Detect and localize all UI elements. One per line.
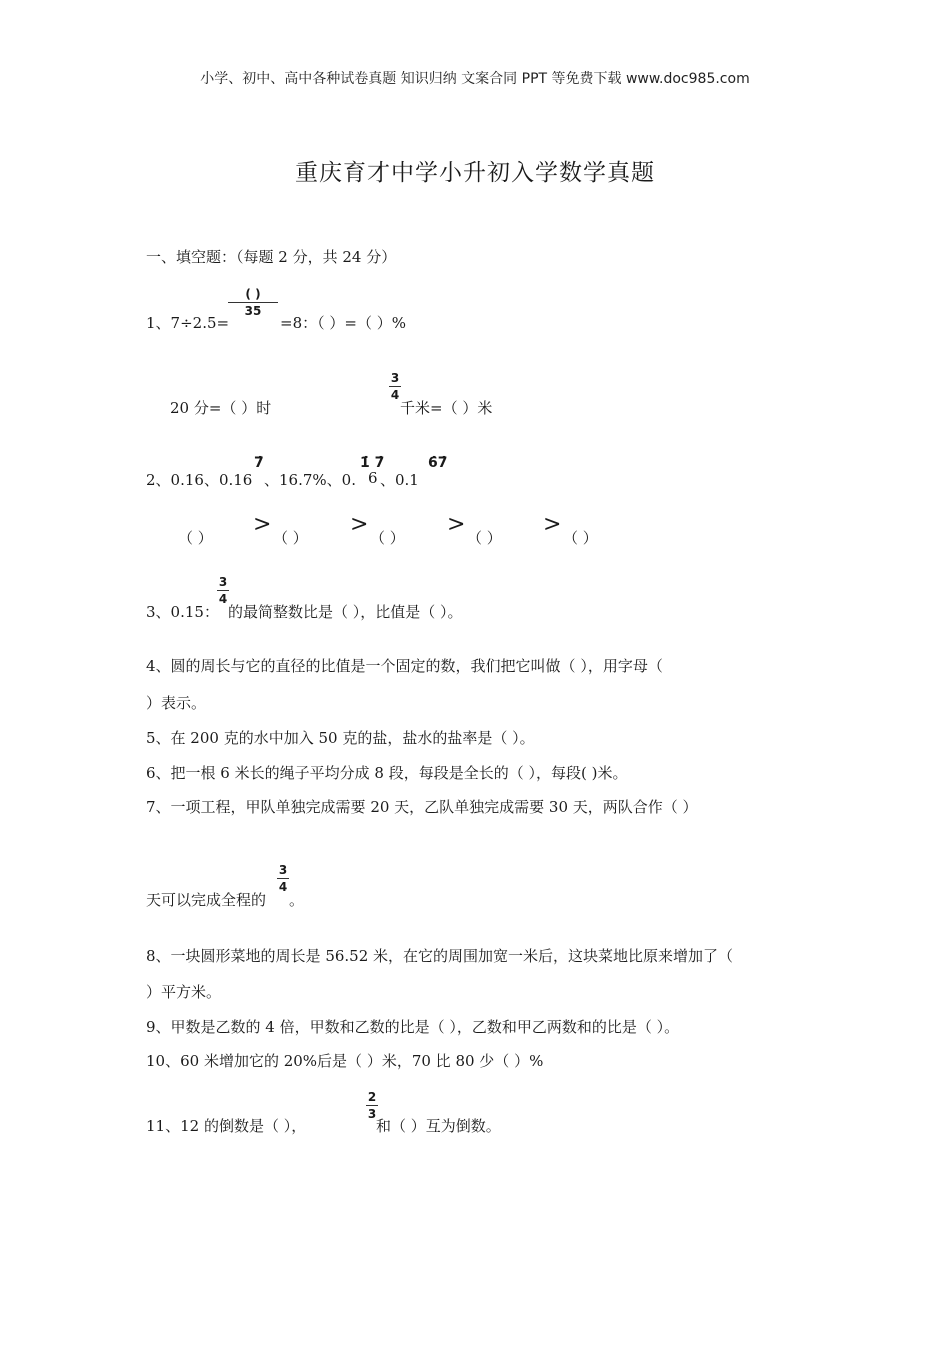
q2-greater-than-3: > (447, 512, 466, 537)
q2-repeat-mark-3: 6̇7̇ (428, 455, 448, 471)
section-heading: 一、填空题：（每题 2 分，共 24 分） (146, 248, 397, 266)
q9-text: 9、甲数是乙数的 4 倍，甲数和乙数的比是（ ），乙数和甲乙两数和的比是（ ）。 (146, 1018, 680, 1036)
q1-suffix: =8：（ ）=（ ）% (280, 314, 406, 332)
q2-text-c: 6 (368, 469, 378, 487)
q2-text-d: 、0.1 (380, 471, 419, 489)
q3-fraction-numerator: 3 (218, 575, 228, 589)
q2-blank-3[interactable]: （ ） (370, 529, 405, 547)
q2-text-b: 、16.7%、0. (264, 471, 356, 489)
q2-repeat-mark-2: 1̇ 7̇ (360, 455, 385, 471)
q2-greater-than-1: > (253, 512, 272, 537)
q7-line2-suffix: 。 (289, 891, 305, 909)
q11-fraction-numerator: 2 (367, 1090, 377, 1104)
q7-line2-prefix: 天可以完成全程的 (146, 891, 267, 909)
q2-blank-1[interactable]: （ ） (178, 529, 213, 547)
q2-text-a: 2、0.16、0.16 (146, 471, 253, 489)
site-header: 小学、初中、高中各种试卷真题 知识归纳 文案合同 PPT 等免费下载 www.doc985.com (200, 71, 750, 87)
q7-fraction-denominator: 4 (278, 880, 288, 894)
q1-line2-fraction-numerator: 3 (390, 371, 400, 385)
q11-fraction-denominator: 3 (367, 1107, 377, 1121)
q1-fraction-numerator: ( ) (245, 287, 261, 301)
q2-repeat-mark-1: 7̇ (254, 455, 264, 471)
q8-line1: 8、一块圆形菜地的周长是 56.52 米，在它的周围加宽一米后，这块菜地比原来增加了（ (146, 947, 734, 965)
q1-line2-left: 20 分=（ ）时 (170, 399, 272, 417)
q6-text: 6、把一根 6 米长的绳子平均分成 8 段，每段是全长的（ ），每段( )米。 (146, 764, 628, 782)
q3-suffix: 的最简整数比是（ ），比值是（ ）。 (228, 603, 463, 621)
q1-line2-right: 千米=（ ）米 (400, 399, 493, 417)
q11-suffix: 和（ ）互为倒数。 (376, 1117, 501, 1135)
page-title: 重庆育才中学小升初入学数学真题 (295, 160, 655, 186)
q10-text: 10、60 米增加它的 20%后是（ ）米，70 比 80 少（ ）% (146, 1052, 544, 1070)
q11-prefix: 11、12 的倒数是（ ）， (146, 1117, 307, 1135)
q7-fraction (277, 864, 289, 893)
q5-text: 5、在 200 克的水中加入 50 克的盐，盐水的盐率是（ ）。 (146, 729, 535, 747)
q4-line2: ）表示。 (146, 694, 207, 712)
q2-greater-than-2: > (350, 512, 369, 537)
q3-prefix: 3、0.15： (146, 603, 219, 621)
q1-prefix: 1、7÷2.5= (146, 314, 230, 332)
q7-line1: 7、一项工程，甲队单独完成需要 20 天，乙队单独完成需要 30 天，两队合作（ ） (146, 798, 698, 816)
q1-fraction-denominator: 35 (244, 304, 262, 318)
q2-blank-5[interactable]: （ ） (563, 529, 598, 547)
q4-line1: 4、圆的周长与它的直径的比值是一个固定的数，我们把它叫做（ ），用字母（ (146, 657, 663, 675)
q2-blank-2[interactable]: （ ） (273, 529, 308, 547)
q3-fraction-denominator: 4 (218, 592, 228, 606)
q2-greater-than-4: > (543, 512, 562, 537)
q1-fraction (228, 288, 278, 317)
q8-line2: ）平方米。 (146, 983, 222, 1001)
q2-blank-4[interactable]: （ ） (467, 529, 502, 547)
q7-fraction-numerator: 3 (278, 863, 288, 877)
q1-line2-fraction-denominator: 4 (390, 388, 400, 402)
